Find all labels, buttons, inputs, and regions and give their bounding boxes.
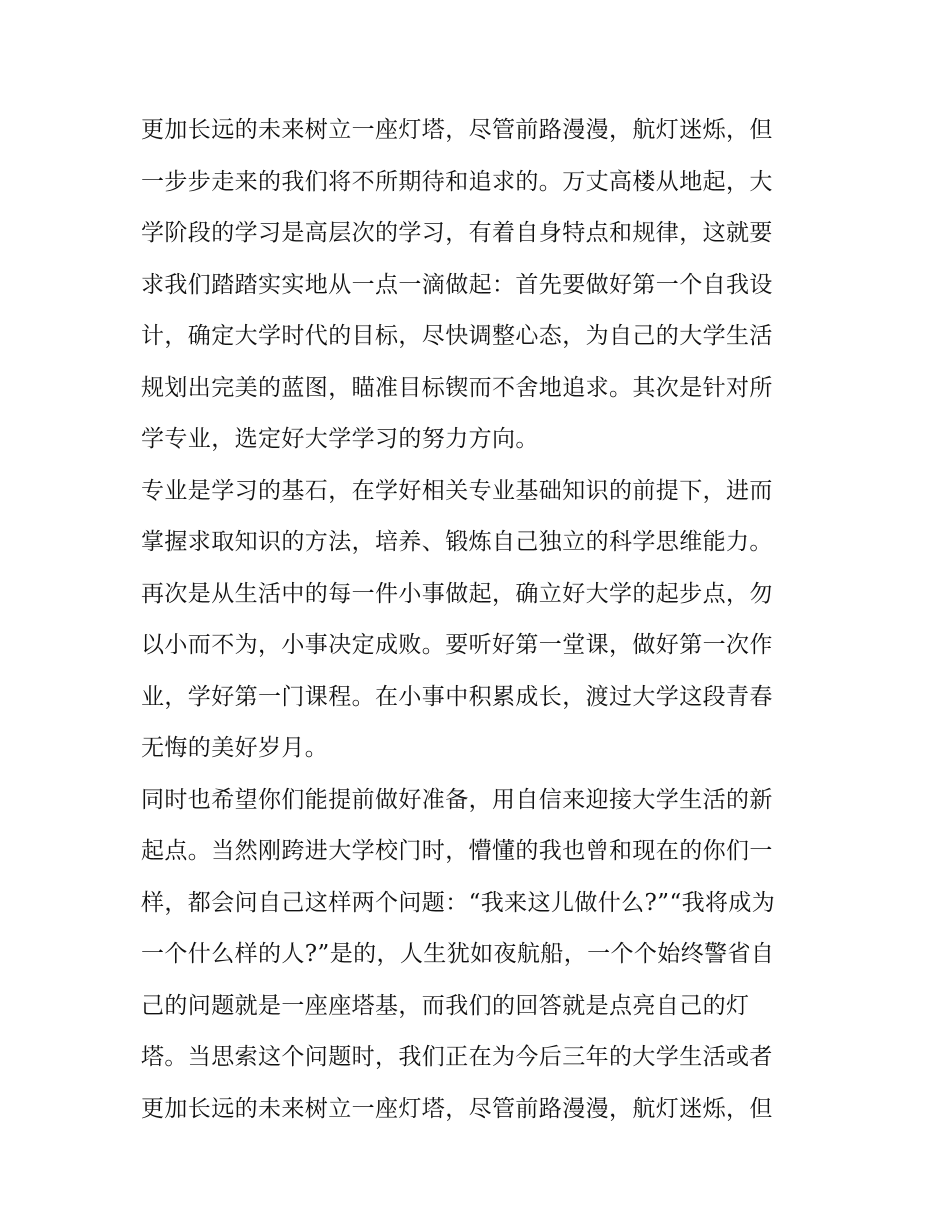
text-line: 计，确定大学时代的目标，尽快调整心态，为自己的大学生活 (141, 323, 773, 349)
text-line: 同时也希望你们能提前做好准备，用自信来迎接大学生活的新 (141, 786, 773, 813)
text-line: 一步步走来的我们将不所期待和追求的。万丈高楼从地起，大 (141, 168, 773, 195)
text-line: 无悔的美好岁月。 (141, 735, 329, 761)
text-line: 一个什么样的人?”是的，人生犹如夜航船，一个个始终警省自 (141, 941, 775, 967)
text-line: 求我们踏踏实实地从一点一滴做起：首先要做好第一个自我设 (141, 271, 773, 298)
text-line: 以小而不为，小事决定成败。要听好第一堂课，做好第一次作 (141, 632, 773, 658)
text-line: 专业是学习的基石，在学好相关专业基础知识的前提下，进而 (141, 477, 773, 504)
text-line: 样，都会问自己这样两个问题：“我来这儿做什么?”“我将成为 (141, 889, 776, 916)
text-line: 起点。当然刚跨进大学校门时，懵懂的我也曾和现在的你们一 (141, 838, 773, 864)
text-line: 规划出完美的蓝图，瞄准目标锲而不舍地追求。其次是针对所 (141, 374, 773, 401)
body-text (141, 112, 817, 1142)
text-line: 塔。当思索这个问题时，我们正在为今后三年的大学生活或者 (141, 1044, 773, 1070)
text-line: 业，学好第一门课程。在小事中积累成长，渡过大学这段青春 (141, 683, 773, 710)
text-line: 更加长远的未来树立一座灯塔，尽管前路漫漫，航灯迷烁，但 (141, 117, 773, 143)
text-line: 学阶段的学习是高层次的学习，有着自身特点和规律，这就要 (141, 220, 773, 246)
text-line: 学专业，选定好大学学习的努力方向。 (141, 426, 539, 452)
text-line: 再次是从生活中的每一件小事做起，确立好大学的起步点，勿 (141, 580, 773, 607)
text-line: 己的问题就是一座座塔基，而我们的回答就是点亮自己的灯 (141, 992, 750, 1019)
text-line: 更加长远的未来树立一座灯塔，尽管前路漫漫，航灯迷烁，但 (141, 1095, 773, 1122)
text-line: 掌握求取知识的方法，培养、锻炼自己独立的科学思维能力。 (141, 529, 773, 555)
